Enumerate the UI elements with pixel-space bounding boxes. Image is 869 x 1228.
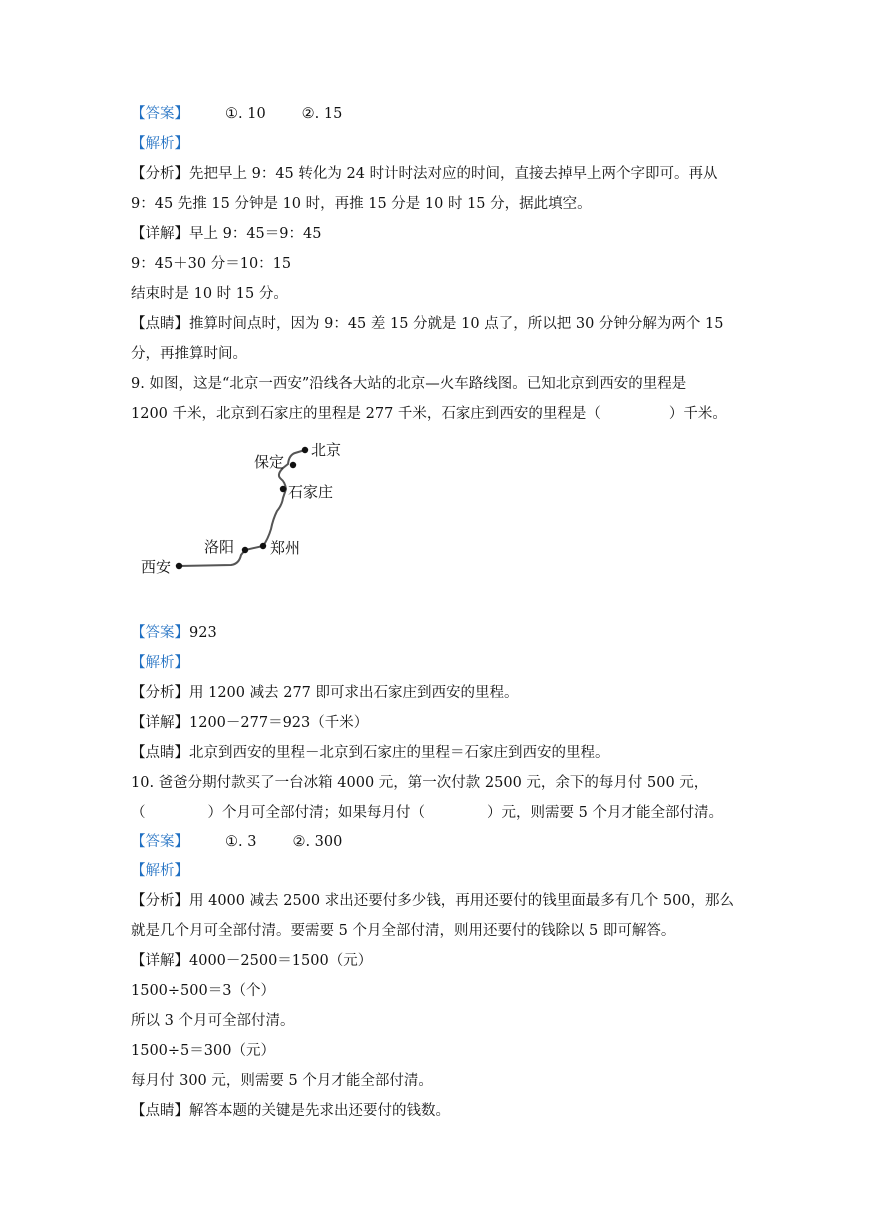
xiangjie-text: 早上 9：45＝9：45	[189, 226, 322, 242]
q9-dianjing-line	[131, 743, 610, 763]
jiexi-tag: 【解析】	[131, 863, 189, 879]
xiangjie-text: 4000－2500＝1500（元）	[189, 953, 373, 969]
fenxi-text: 先把早上 9：45 转化为 24 时计时法对应的时间，直接去掉早上两个字即可。再从	[189, 166, 718, 182]
q10-calc-line4: 1500÷5＝300（元）	[131, 1043, 275, 1059]
baoding-dot	[290, 462, 296, 468]
q10-question-line2	[131, 803, 723, 823]
answer-2: ②. 300	[292, 834, 343, 850]
q10-calc-line3: 所以 3 个月可全部付清。	[131, 1013, 295, 1029]
answer-value: 923	[189, 625, 217, 641]
q10-jiexi-line	[131, 861, 189, 881]
jiexi-tag: 【解析】	[131, 136, 189, 152]
xiangjie-tag: 【详解】	[131, 715, 189, 731]
dianjing-tag: 【点睛】	[131, 1103, 189, 1119]
xiangjie-text: 1200－277＝923（千米）	[189, 715, 369, 731]
answer-tag: 【答案】	[131, 106, 189, 122]
q10-question-c: ）元，则需要 5 个月才能全部付清。	[487, 805, 723, 821]
q10-fenxi-line2: 就是几个月可全部付清。要需要 5 个月全部付清，则用还要付的钱除以 5 即可解答。	[131, 923, 676, 939]
q9-fenxi-line	[131, 683, 519, 703]
beijing-label: 北京	[311, 441, 342, 459]
q9-answer-line	[131, 623, 217, 643]
dianjing-text: 解答本题的关键是先求出还要付的钱数。	[189, 1103, 450, 1119]
xian-dot	[176, 563, 182, 569]
q8-dianjing-line2: 分，再推算时间。	[131, 346, 247, 362]
q10-calc-line2: 1500÷500＝3（个）	[131, 983, 275, 999]
fenxi-text: 用 4000 减去 2500 求出还要付多少钱，再用还要付的钱里面最多有几个 500，那么	[189, 893, 735, 909]
dianjing-tag: 【点睛】	[131, 316, 189, 332]
shijiazhuang-label: 石家庄	[288, 483, 334, 501]
q8-fenxi-line2: 9：45 先推 15 分钟是 10 时，再推 15 分是 10 时 15 分，据此填空。	[131, 196, 592, 212]
fenxi-tag: 【分析】	[131, 685, 189, 701]
railway-route-map	[135, 435, 350, 585]
fenxi-text: 用 1200 减去 277 即可求出石家庄到西安的里程。	[189, 685, 519, 701]
jiexi-tag: 【解析】	[131, 655, 189, 671]
q10-fenxi-line1	[131, 891, 734, 911]
xian-label: 西安	[141, 558, 172, 576]
zhengzhou-dot	[260, 543, 266, 549]
q9-xiangjie-line	[131, 713, 368, 733]
q10-question-line1: 10. 爸爸分期付款买了一台冰箱 4000 元，第一次付款 2500 元，余下的每月付 500 元，	[131, 775, 709, 791]
answer-2: ②. 15	[301, 106, 343, 122]
fenxi-tag: 【分析】	[131, 166, 189, 182]
q8-calc-line3: 结束时是 10 时 15 分。	[131, 286, 288, 302]
answer-tag: 【答案】	[131, 625, 189, 641]
q9-question-line2	[131, 404, 727, 424]
luoyang-dot	[242, 547, 248, 553]
q10-dianjing-line	[131, 1101, 450, 1121]
q10-question-a: （	[131, 805, 146, 821]
q10-answer-line	[131, 832, 342, 852]
answer-1: ①. 3	[225, 834, 257, 850]
q9-question-end: ）千米。	[668, 406, 727, 422]
q10-question-b: ）个月可全部付清；如果每月付（	[207, 805, 425, 821]
q10-calc-line5: 每月付 300 元，则需要 5 个月才能全部付清。	[131, 1073, 433, 1089]
xiangjie-tag: 【详解】	[131, 953, 189, 969]
q8-xiangjie-line1	[131, 224, 321, 244]
q8-jiexi-line	[131, 134, 189, 154]
q9-question-line1: 9. 如图，这是“北京一西安”沿线各大站的北京—火车路线图。已知北京到西安的里程是	[131, 376, 687, 392]
dianjing-text: 推算时间点时，因为 9：45 差 15 分就是 10 点了，所以把 30 分钟分解为两个 15	[189, 316, 724, 332]
baoding-label: 保定	[254, 453, 285, 471]
q8-fenxi-line1	[131, 164, 718, 184]
q8-answer-line	[131, 104, 342, 124]
q9-question-text: 1200 千米，北京到石家庄的里程是 277 千米，石家庄到西安的里程是（	[131, 406, 601, 422]
xiangjie-tag: 【详解】	[131, 226, 189, 242]
answer-1: ①. 10	[225, 106, 266, 122]
shijiazhuang-dot	[280, 486, 286, 492]
fenxi-tag: 【分析】	[131, 893, 189, 909]
q8-dianjing-line1	[131, 314, 723, 334]
answer-tag: 【答案】	[131, 834, 189, 850]
luoyang-label: 洛阳	[204, 538, 235, 556]
dianjing-tag: 【点睛】	[131, 745, 189, 761]
dianjing-text: 北京到西安的里程－北京到石家庄的里程＝石家庄到西安的里程。	[189, 745, 610, 761]
zhengzhou-label: 郑州	[270, 539, 301, 557]
q9-jiexi-line	[131, 653, 189, 673]
q8-calc-line2: 9：45＋30 分＝10：15	[131, 256, 292, 272]
beijing-dot	[302, 447, 308, 453]
q10-xiangjie-line1	[131, 951, 372, 971]
